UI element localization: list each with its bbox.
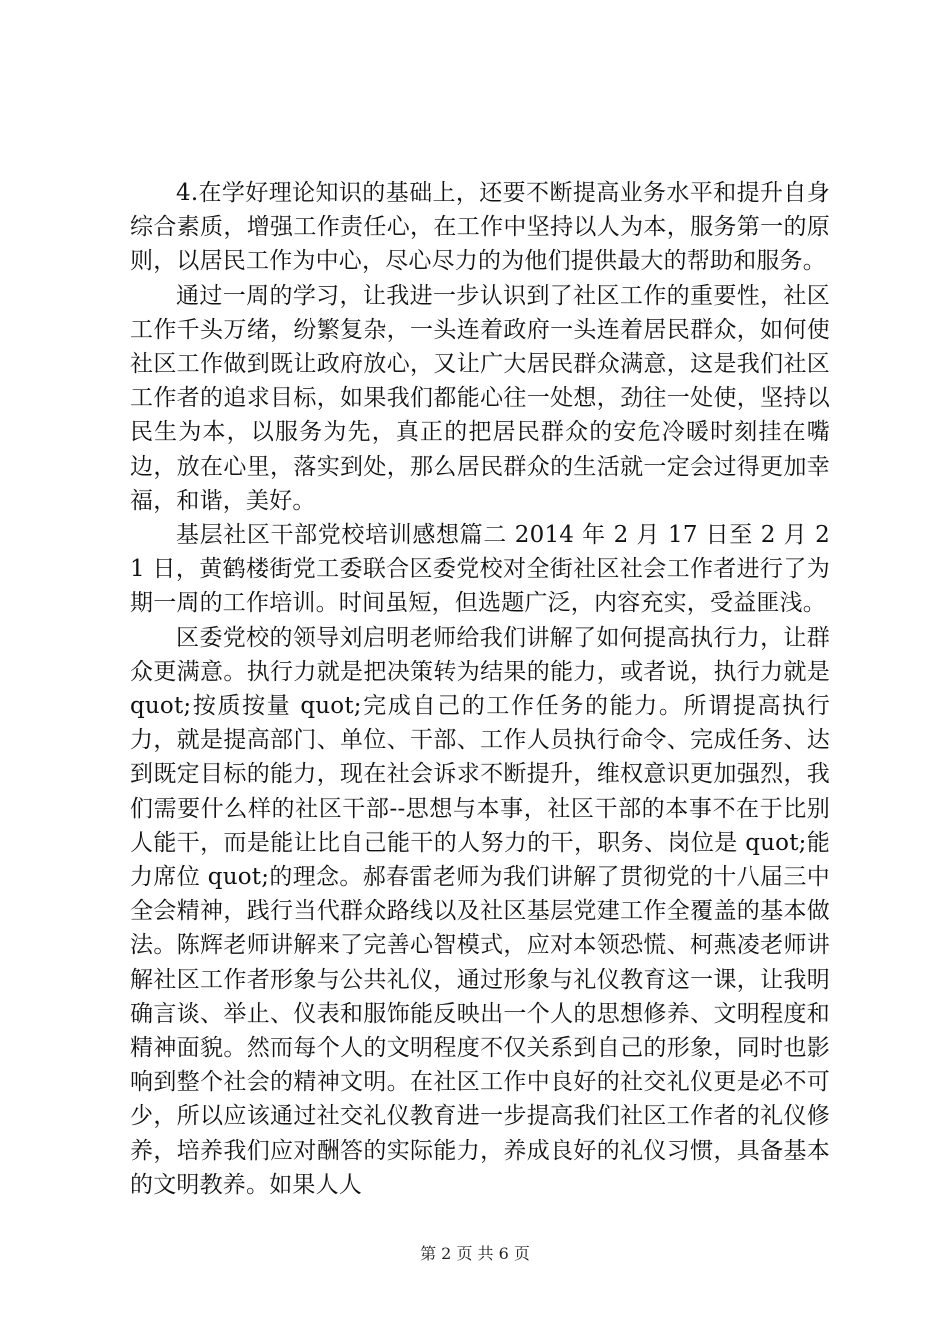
- page-number-footer: 第 2 页 共 6 页: [420, 1244, 530, 1263]
- paragraph: 通过一周的学习，让我进一步认识到了社区工作的重要性，社区工作千头万绪，纷繁复杂，一头连着政府一头连着居民群众，如何使社区工作做到既让政府放心，又让广大居民群众满意，这是我们社区工作者的追求目标，如果我们都能心往一处想，劲往一处使，坚持以民生为本，以服务为先，真正的把居民群众的安危冷暖时刻挂在嘴边，放在心里，落实到处，那么居民群众的生活就一定会过得更加幸福，和谐，美好。: [130, 282, 830, 514]
- paragraph: 4.在学好理论知识的基础上，还要不断提高业务水平和提升自身综合素质，增强工作责任心，在工作中坚持以人为本，服务第一的原则，以居民工作为中心，尽心尽力的为他们提供最大的帮助和服务。: [130, 180, 830, 275]
- paragraph: 基层社区干部党校培训感想篇二 2014 年 2 月 17 日至 2 月 21 日，黄鹤楼街党工委联合区委党校对全街社区社会工作者进行了为期一周的工作培训。时间虽短，但选题广泛，内容充实，受益匪浅。: [130, 522, 830, 617]
- document-body: [130, 176, 830, 1202]
- paragraph: 区委党校的领导刘启明老师给我们讲解了如何提高执行力，让群众更满意。执行力就是把决策转为结果的能力，或者说，执行力就是 quot;按质按量 quot;完成自己的工作任务的能力。所谓提高执行力，就是提高部门、单位、干部、工作人员执行命令、完成任务、达到既定目标的能力，现在社会诉求不断提升，维权意识更加强烈，我们需要什么样的社区干部--思想与本事，社区干部的本事不在于比别人能干，而是能让比自己能干的人努力的干，职务、岗位是 quot;能力席位 quot;的理念。郝春雷老师为我们讲解了贯彻党的十八届三中全会精神，践行当代群众路线以及社区基层党建工作全覆盖的基本做法。陈辉老师讲解来了完善心智模式，应对本领恐慌、柯燕凌老师讲解社区工作者形象与公共礼仪，通过形象与礼仪教育这一课，让我明确言谈、举止、仪表和服饰能反映出一个人的思想修养、文明程度和精神面貌。然而每个人的文明程度不仅关系到自己的形象，同时也影响到整个社会的精神文明。在社区工作中良好的社交礼仪更是必不可少，所以应该通过社交礼仪教育进一步提高我们社区工作者的礼仪修养，培养我们应对酬答的实际能力，养成良好的礼仪习惯，具备基本的文明教养。如果人人: [130, 624, 830, 1198]
